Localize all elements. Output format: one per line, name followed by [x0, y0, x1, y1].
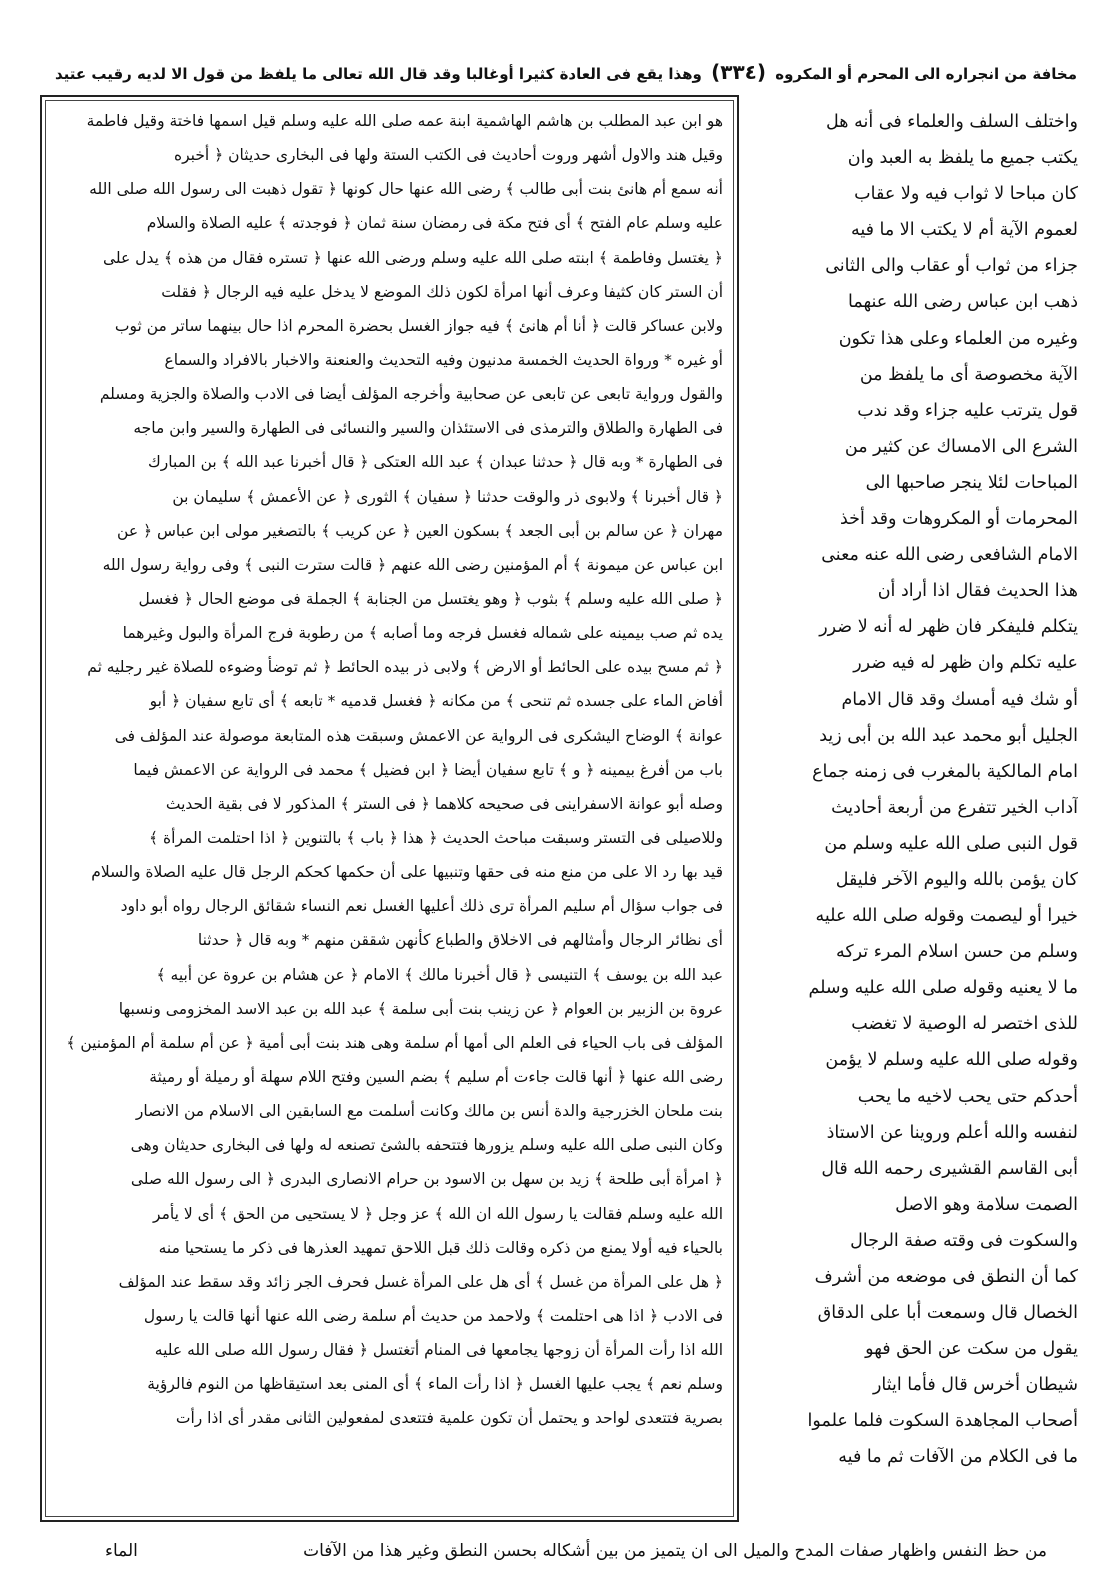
main-text-line: المؤلف فى باب الحياء فى العلم الى أمها أم سلمة وهى هند بنت أبى أمية ﴿ عن أم سلمة أم المؤمنين ﴾ — [66, 1033, 723, 1052]
margin-text-line: أو شك فيه أمسك وقد قال الامام — [841, 689, 1078, 710]
margin-text-line: الآية مخصوصة أى ما يلفظ من — [859, 364, 1078, 385]
main-text-line: فى الطهارة والطلاق والترمذى فى الاستئذان والسير والنسائى فى الطهارة والسير وابن ماجه — [133, 419, 723, 438]
main-text-line: الله اذا رأت المرأة أن زوجها يجامعها فى المنام أتغتسل ﴿ فقال رسول الله صلى الله عليه — [154, 1341, 723, 1360]
header-before-text: وهذا يقع فى العادة كثيرا أوغالبا وقد قال الله تعالى ما يلفظ من قول الا لديه رقيب عتيد — [54, 65, 702, 83]
main-text-line: وصله أبو عوانة الاسفراينى فى صحيحه كلاهما ﴿ فى الستر ﴾ المذكور لا فى بقية الحديث — [165, 794, 723, 813]
main-text-line: فى جواب سؤال أم سليم المرأة ترى ذلك أعليها الغسل نعم النساء شقائق الرجال رواه أبو داود — [120, 897, 723, 916]
margin-text-line: خيرا أو ليصمت وقوله صلى الله عليه — [815, 906, 1078, 927]
margin-text-line: آداب الخير تتفرع من أربعة أحاديث — [831, 797, 1078, 818]
margin-text-line: شيطان أخرس قال فأما ايثار — [872, 1375, 1078, 1396]
main-text-line: أفاض الماء على جسده ثم تنحى ﴾ من مكانه ﴿ فغسل قدميه * تابعه ﴾ أى تابع سفيان ﴿ أبو — [149, 692, 723, 711]
main-text-line: ﴿ ثم مسح بيده على الحائط أو الارض ﴾ ولابى ذر بيده الحائط ﴿ ثم توضأ وضوءه للصلاة غير رجليه ثم — [87, 658, 723, 677]
main-text-line: ﴿ امرأة أبى طلحة ﴾ زيد بن سهل بن الاسود بن حرام الانصارى البدرى ﴿ الى رسول الله صلى — [130, 1170, 723, 1189]
main-commentary — [52, 104, 723, 1510]
main-text-line: ﴿ هل على المرأة من غسل ﴾ أى هل على المرأة غسل فحرف الجر زائد وقد سقط عند المؤلف — [118, 1272, 723, 1291]
main-text-line: أنه سمع أم هانئ بنت أبى طالب ﴾ رضى الله عنها حال كونها ﴿ تقول ذهبت الى رسول الله صلى الله — [89, 180, 723, 199]
margin-text-line: وسلم من حسن اسلام المرء تركه — [835, 942, 1078, 963]
main-text-line: هو ابن عبد المطلب بن هاشم الهاشمية ابنة عمه صلى الله عليه وسلم قيل اسمها فاختة وقيل فاطمة — [86, 112, 723, 130]
margin-text-line: يتكلم فليفكر فان ظهر له أنه لا ضرر — [819, 617, 1078, 638]
margin-text-line: الامام الشافعى رضى الله عنه معنى — [821, 545, 1078, 566]
main-text-line: عليه وسلم عام الفتح ﴾ أى فتح مكة فى رمضان سنة ثمان ﴿ فوجدته ﴾ عليه الصلاة والسلام — [146, 214, 723, 233]
page-number: (٣٣٤) — [711, 60, 766, 84]
margin-text-line: أصحاب المجاهدة السكوت فلما علموا — [807, 1411, 1078, 1432]
main-text-line: بالحياء فيه أولا يمنع من ذكره وقالت ذلك قبل اللاحق تمهيد العذرها فى ذكر ما يستحيا منه — [158, 1238, 723, 1257]
main-text-line: وكان النبى صلى الله عليه وسلم يزورها فتتحفه بالشئ تصنعه له ولها فى البخارى حديثان وهى — [130, 1136, 723, 1155]
margin-text-line: امام المالكية بالمغرب فى زمنه جماع — [812, 761, 1078, 782]
main-text-line: أو غيره * ورواة الحديث الخمسة مدنيون وفيه التحديث والعنعنة والاخبار بالافراد والسماع — [164, 350, 723, 369]
main-text-line: مهران ﴿ عن سالم بن أبى الجعد ﴾ بسكون العين ﴿ عن كريب ﴾ بالتصغير مولى ابن عباس ﴿ عن — [117, 521, 723, 540]
main-text-line: قيد بها رد الا على من منع منه فى حقها وتنبيها على أن حكمها كحكم الرجل قال عليه الصلاة والسلام — [91, 863, 723, 882]
margin-commentary — [748, 104, 1078, 1514]
main-text-line: عروة بن الزبير بن العوام ﴿ عن زينب بنت أبى سلمة ﴾ عبد الله بن عبد الاسد المخزومى ونسبها — [118, 999, 723, 1018]
main-text-line: أن الستر كان كثيفا وعرف أنها امرأة لكون ذلك الموضع لا يدخل عليه فيه الرجال ﴿ فقلت — [161, 282, 723, 301]
main-text-line: الله عليه وسلم فقالت يا رسول الله ان الله ﴾ عز وجل ﴿ لا يستحيى من الحق ﴾ أى لا يأمر — [153, 1204, 723, 1223]
margin-text-line: أبى القاسم القشيرى رحمه الله قال — [821, 1158, 1078, 1179]
main-text-line: فى الادب ﴿ اذا هى احتلمت ﴾ ولاحمد من حديث أم سلمة رضى الله عنها أنها قالت يا رسول — [143, 1306, 723, 1325]
margin-text-line: وقوله صلى الله عليه وسلم لا يؤمن — [825, 1050, 1078, 1071]
margin-text-line: لنفسه والله أعلم وروينا عن الاستاذ — [826, 1122, 1078, 1143]
margin-text-line: كما أن النطق فى موضعه من أشرف — [814, 1267, 1078, 1287]
margin-text-line: ما لا يعنيه وقوله صلى الله عليه وسلم — [808, 978, 1078, 999]
main-text-line: ﴿ يغتسل وفاطمة ﴾ ابنته صلى الله عليه وسلم ورضى الله عنها ﴿ تستره فقال من هذه ﴾ يدل على — [102, 248, 723, 267]
margin-text-line: عليه تكلم وان ظهر له فيه ضرر — [853, 653, 1078, 674]
margin-text-line: المباحات لئلا ينجر صاحبها الى — [865, 472, 1078, 493]
main-text-line: بنت ملحان الخزرجية والدة أنس بن مالك وكانت أسلمت مع السابقين الى الاسلام من الانصار — [135, 1102, 723, 1121]
margin-text-line: ذهب ابن عباس رضى الله عنهما — [848, 292, 1078, 313]
footer-line: من حظ النفس واظهار صفات المدح والميل الى ان يتميز من بين أشكاله بحسن النطق وغير هذا من الآفات — [303, 1541, 1047, 1561]
main-text-line: أى نظائر الرجال وأمثالهم فى الاخلاق والطباع كأنهن شققن منهم * وبه قال ﴿ حدثنا — [197, 931, 723, 950]
main-text-line: باب من أفرغ بيمينه ﴿ و ﴾ تابع سفيان أيضا ﴿ ابن فضيل ﴾ محمد فى الرواية عن الاعمش فيما — [133, 760, 723, 779]
margin-text-line: للذى اختصر له الوصية لا تغضب — [851, 1014, 1078, 1035]
header-after-text: مخافة من انجراره الى المحرم أو المكروه — [775, 65, 1077, 83]
main-text-line: رضى الله عنها ﴿ أنها قالت جاءت أم سليم ﴾ بضم السين وفتح اللام سهلة أو رميلة أو رميثة — [149, 1067, 723, 1086]
main-text-line: وللاصيلى فى التستر وسبقت مباحث الحديث ﴿ هذا ﴿ باب ﴾ بالتنوين ﴿ اذا احتلمت المرأة ﴾ — [149, 828, 723, 847]
margin-text-line: هذا الحديث فقال اذا أراد أن — [877, 581, 1078, 602]
margin-text-line: قول يترتب عليه جزاء وقد ندب — [857, 400, 1078, 421]
margin-text-line: الجليل أبو محمد عبد الله بن أبى زيد — [819, 725, 1078, 746]
margin-text-line: يقول من سكت عن الحق فهو — [865, 1339, 1078, 1360]
main-text-line: ولابن عساكر قالت ﴿ أنا أم هانئ ﴾ فيه جواز الغسل بحضرة المحرم اذا حال بينهما ساتر من ثوب — [114, 316, 723, 335]
margin-text-line: كان يؤمن بالله واليوم الآخر فليقل — [835, 869, 1078, 890]
margin-text-line: الخصال قال وسمعت أبا على الدقاق — [817, 1303, 1078, 1324]
main-text-line: ﴿ قال أخبرنا ﴾ ولابوى ذر والوقت حدثنا ﴿ سفيان ﴾ الثورى ﴿ عن الأعمش ﴾ سليمان بن — [172, 487, 723, 506]
margin-text-line: وغيره من العلماء وعلى هذا تكون — [838, 328, 1078, 349]
margin-text-line: ما فى الكلام من الآفات ثم ما فيه — [838, 1447, 1078, 1468]
main-text-line: يده ثم صب بيمينه على شماله فغسل فرجه وما أصابه ﴾ من رطوبة فرج المرأة والبول وغيرهما — [122, 624, 723, 643]
margin-text-line: واختلف السلف والعلماء فى أنه هل — [826, 112, 1078, 132]
margin-text-line: المحرمات أو المكروهات وقد أخذ — [840, 509, 1078, 530]
margin-text-line: يكتب جميع ما يلفظ به العبد وان — [847, 148, 1078, 169]
margin-text-line: والسكوت فى وقته صفة الرجال — [850, 1230, 1078, 1251]
margin-text-line: الصمت سلامة وهو الاصل — [895, 1194, 1078, 1215]
main-text-line: ابن عباس عن ميمونة ﴾ أم المؤمنين رضى الله عنهم ﴿ قالت سترت النبى ﴾ وفى رواية رسول الله — [102, 555, 723, 574]
margin-text-line: أحدكم حتى يحب لاخيه ما يحب — [857, 1086, 1078, 1107]
main-text-line: وسلم نعم ﴾ يجب عليها الغسل ﴿ اذا رأت الماء ﴾ أى المنى بعد استيقاظها من النوم فالرؤية — [147, 1375, 723, 1394]
main-text-line: عوانة ﴾ الوضاح اليشكرى فى الرواية عن الاعمش وسبقت هذه المتابعة موصولة عند المؤلف فى — [114, 726, 723, 745]
main-text-line: عبد الله بن يوسف ﴾ التنيسى ﴿ قال أخبرنا مالك ﴾ الامام ﴿ عن هشام بن عروة عن أبيه ﴾ — [156, 965, 723, 984]
main-text-line: فى الطهارة * وبه قال ﴿ حدثنا عبدان ﴾ عبد الله العتكى ﴿ قال أخبرنا عبد الله ﴾ بن المبارك — [148, 453, 723, 472]
margin-text-line: الشرع الى الامساك عن كثير من — [844, 436, 1078, 457]
running-header-line — [40, 58, 1077, 88]
margin-text-line: جزاء من ثواب أو عقاب والى الثانى — [825, 256, 1078, 277]
main-text-line: والقول ورواية تابعى عن تابعى عن صحابية وأخرجه المؤلف أيضا فى الادب والصلاة والجزية ومسلم — [99, 385, 723, 404]
margin-text-line: لعموم الآية أم لا يكتب الا ما فيه — [850, 220, 1078, 241]
margin-text-line: قول النبى صلى الله عليه وسلم من — [824, 833, 1078, 854]
margin-text-line: كان مباحا لا ثواب فيه ولا عقاب — [854, 184, 1078, 205]
main-text-line: بصرية فتتعدى لواحد و يحتمل أن تكون علمية فتتعدى لمفعولين الثانى مقدر أى اذا رأت — [175, 1409, 723, 1428]
catchword: الماء — [105, 1541, 138, 1561]
main-text-line: ﴿ صلى الله عليه وسلم ﴾ بثوب ﴿ وهو يغتسل من الجنابة ﴾ الجملة فى موضع الحال ﴿ فغسل — [138, 589, 723, 608]
main-text-line: وقيل هند والاول أشهر وروت أحاديث فى الكتب الستة ولها فى البخارى حديثان ﴿ أخبره — [174, 146, 723, 165]
